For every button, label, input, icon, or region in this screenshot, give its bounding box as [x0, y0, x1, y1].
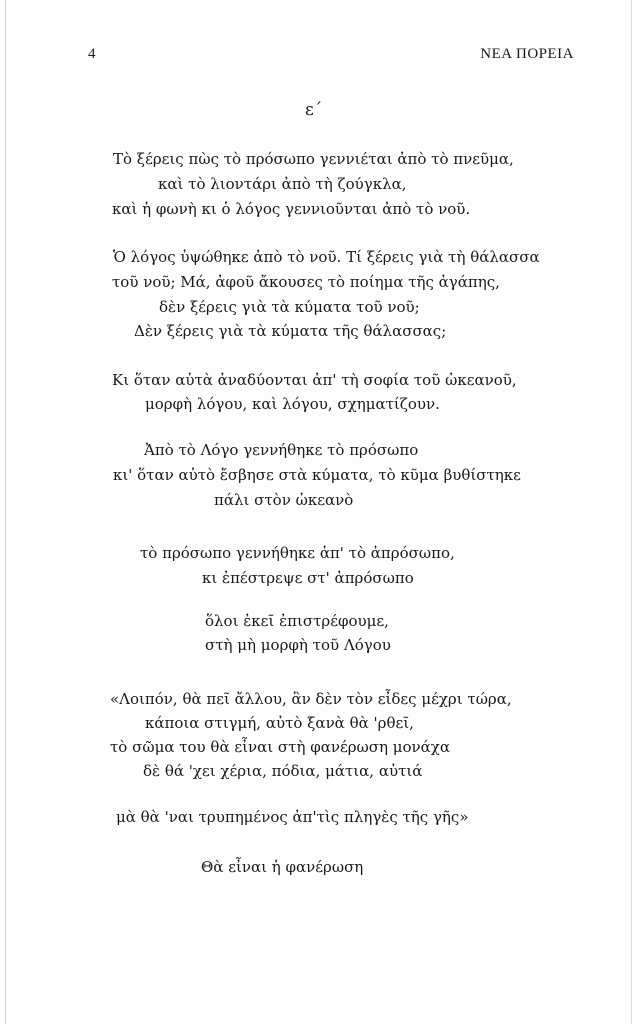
poem-line: Τὸ ξέρεις πὼς τὸ πρόσωπο γεννιέται ἀπὸ τὸ πνεῦμα, [113, 150, 514, 168]
poem-line: μὰ θὰ 'ναι τρυπημένος ἀπ'τὶς πληγὲς τῆς γῆς» [116, 808, 469, 826]
poem-line: Δὲν ξέρεις γιὰ τὰ κύματα τῆς θάλασσας; [134, 322, 447, 340]
poem-line: δὲν ξέρεις γιὰ τὰ κύματα τοῦ νοῦ; [159, 298, 420, 316]
poem-line: κάποια στιγμή, αὐτὸ ξανὰ θὰ 'ρθεῖ, [145, 714, 414, 732]
poem-line: στὴ μὴ μορφὴ τοῦ Λόγου [205, 636, 391, 654]
scan-edge-left [5, 0, 6, 1024]
poem-line: μορφὴ λόγου, καὶ λόγου, σχηματίζουν. [145, 395, 440, 413]
poem-line: καὶ ἡ φωνὴ κι ὁ λόγος γεννιοῦνται ἀπὸ τὸ νοῦ. [112, 200, 471, 218]
running-head: ΝΕΑ ΠΟΡΕΙΑ [480, 46, 574, 62]
poem-line: Θὰ εἶναι ἡ φανέρωση [201, 858, 364, 876]
poem-line: κι' ὅταν αὐτὸ ἔσβησε στὰ κύματα, τὸ κῦμα βυθίστηκε [113, 466, 521, 484]
poem-line: τὸ πρόσωπο γεννήθηκε ἀπ' τὸ ἀπρόσωπο, [140, 544, 455, 562]
poem-line: Κι ὅταν αὐτὰ ἀναδύονται ἀπ' τὴ σοφία τοῦ ὠκεανοῦ, [112, 371, 517, 389]
poem-line: Ὁ λόγος ὑψώθηκε ἀπὸ τὸ νοῦ. Τί ξέρεις γιὰ τὴ θάλασσα [113, 248, 540, 266]
poem-line: καὶ τὸ λιοντάρι ἀπὸ τὴ ζούγκλα, [158, 175, 407, 193]
poem-line: δὲ θά 'χει χέρια, πόδια, μάτια, αὐτιά [143, 762, 423, 780]
poem-line: κι ἐπέστρεψε στ' ἀπρόσωπο [202, 569, 414, 587]
poem-line: τὸ σῶμα του θὰ εἶναι στὴ φανέρωση μονάχα [110, 738, 451, 756]
poem-line: τοῦ νοῦ; Μά, ἀφοῦ ἄκουσες τὸ ποίημα τῆς ἀγάπης, [112, 273, 500, 291]
poem-line: Ἀπὸ τὸ Λόγο γεννήθηκε τὸ πρόσωπο [144, 441, 419, 459]
poem-line: ὅλοι ἐκεῖ ἐπιστρέφουμε, [205, 612, 389, 630]
section-mark: ε΄ [305, 100, 323, 120]
page-number: 4 [88, 46, 96, 62]
poem-line: «Λοιπόν, θὰ πεῖ ἄλλου, ἂν δὲν τὸν εἶδες μέχρι τώρα, [110, 690, 512, 708]
scan-edge-right [631, 0, 632, 1024]
poem-line: πάλι στὸν ὠκεανὸ [214, 491, 354, 509]
